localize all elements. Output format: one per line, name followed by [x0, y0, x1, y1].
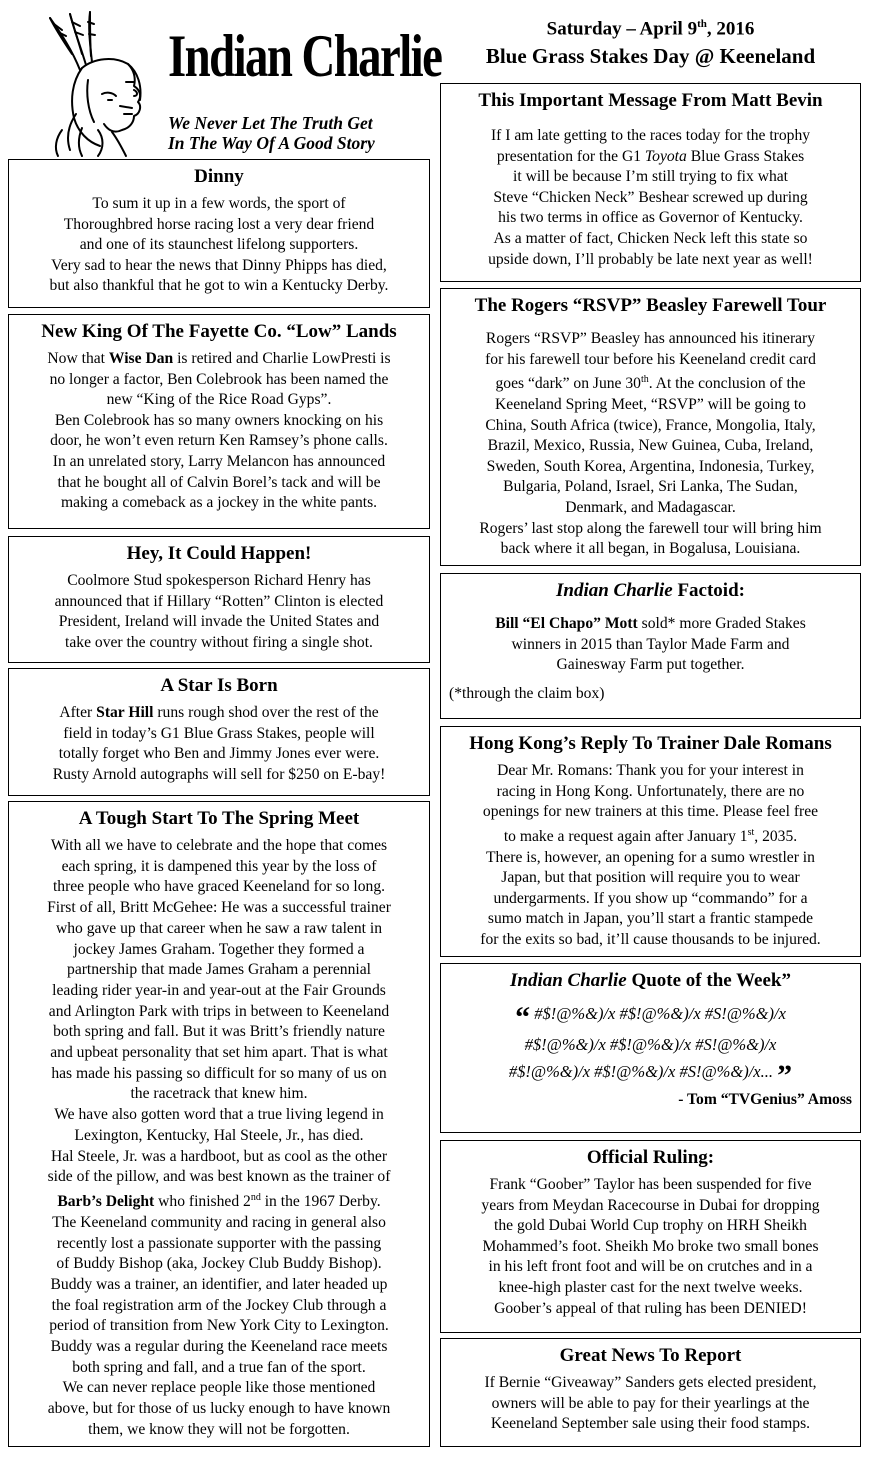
- quote-attribution: - Tom “TVGenius” Amoss: [678, 1091, 852, 1108]
- quote-text: “ #$!@%&)/x #$!@%&)/x #S!@%&)/x #$!@%&)/x #$!@%&)/x #S!@%&)/x #$!@%&)/x #$!@%&)/x #S!@%&)/x... ”: [508, 1001, 793, 1092]
- article-title: Official Ruling:: [586, 1147, 715, 1168]
- article-body: Frank “Goober” Taylor has been suspended for five years from Meydan Racecourse in Dubai for dropping the gold Dubai World Cup trophy on HRH Sheikh Mohammed’s foot. Sheikh Mo broke two small bones in his left front foot and will be on crutches and in a knee-high plaster cast for the next twelve weeks. Goober’s appeal of that ruling has been DENIED!: [481, 1176, 820, 1317]
- article-ruling: [440, 1140, 861, 1333]
- article-body: Bill “El Chapo” Mott sold* more Graded Stakes winners in 2015 than Taylor Made Farm and Gainesway Farm put together.: [495, 615, 806, 674]
- article-rsvp: [440, 288, 861, 566]
- article-title: Great News To Report: [559, 1345, 742, 1366]
- article-quote: [440, 963, 861, 1133]
- article-body: If I am late getting to the races today for the trophy presentation for the G1 Toyota Blue Grass Stakes it will be because I’m still trying to fix what Steve “Chicken Neck” Beshear screwed up during his two terms in office as Governor of Kentucky. As a matter of fact, Chicken Neck left this state so upside down, I’ll probably be late next year as well!: [488, 127, 813, 268]
- article-title: The Rogers “RSVP” Beasley Farewell Tour: [474, 295, 827, 316]
- article-title: Hong Kong’s Reply To Trainer Dale Romans: [469, 733, 832, 754]
- article-title: A Star Is Born: [160, 675, 278, 696]
- masthead: [8, 6, 442, 158]
- article-title: A Tough Start To The Spring Meet: [78, 808, 360, 829]
- chief-portrait-icon: [42, 10, 160, 158]
- article-title: Dinny: [194, 166, 244, 187]
- article-title: This Important Message From Matt Bevin: [478, 90, 823, 111]
- article-body: Dear Mr. Romans: Thank you for your interest in racing in Hong Kong. Unfortunately, there are no openings for new trainers at this time. Please feel free to make a request again after January 1st, 2035. There is, however, an opening for a sumo wrestler in Japan, but that position will require you to wear undergarments. If you show up “commando” for a sumo match in Japan, you’ll start a frantic stampede for the exits so bad, it’ll cause thousands to be injured.: [480, 762, 821, 948]
- event-line: Blue Grass Stakes Day @ Keeneland: [485, 44, 816, 69]
- article-body: After Star Hill runs rough shod over the rest of the field in today’s G1 Blue Grass Stakes, people will totally forget who Ben and Jimmy Jones ever were. Rusty Arnold autographs will sell for $250 on E-bay!: [52, 704, 386, 783]
- article-dinny: [8, 159, 430, 308]
- article-factoid: [440, 573, 861, 719]
- open-quote-mark: “: [515, 1001, 531, 1034]
- tagline-line-1: We Never Let The Truth Get: [168, 113, 373, 133]
- issue-header: [440, 12, 861, 71]
- article-title: Indian Charlie Factoid:: [556, 580, 745, 601]
- article-tough-start: [8, 801, 430, 1447]
- article-great-news: [440, 1338, 861, 1447]
- factoid-footnote: (*through the claim box): [449, 684, 605, 702]
- article-title: Hey, It Could Happen!: [126, 543, 312, 564]
- article-star-born: [8, 668, 430, 796]
- close-quote-mark: ”: [777, 1059, 793, 1092]
- article-body: Now that Wise Dan is retired and Charlie LowPresti is no longer a factor, Ben Colebrook has been named the new “King of the Rice Road Gyps”. Ben Colebrook has so many owners knocking on his door, he won’t even return Ken Ramsey’s phone calls. In an unrelated story, Larry Melancon has announced that he bought all of Calvin Borel’s tack and will be making a comeback as a jockey in the white pants.: [47, 350, 391, 512]
- article-body: If Bernie “Giveaway” Sanders gets elected president, owners will be able to pay for their yearlings at the Keeneland September sale using their food stamps.: [484, 1374, 817, 1433]
- tagline-line-2: In The Way Of A Good Story: [168, 133, 375, 153]
- article-body: Rogers “RSVP” Beasley has announced his itinerary for his farewell tour before his Keeneland credit card goes “dark” on June 30th. At the conclusion of the Keeneland Spring Meet, “RSVP” will be going to China, South Africa (twice), France, Mongolia, Italy, Brazil, Mexico, Russia, New Guinea, Cuba, Ireland, Sweden, South Korea, Argentina, Indonesia, Turkey, Bulgaria, Poland, Israel, Sri Lanka, The Sudan, Denmark, and Madagascar. Rogers’ last stop along the farewell tour will bring him back where it all began, in Bogalusa, Louisiana.: [479, 330, 822, 558]
- article-title: New King Of The Fayette Co. “Low” Lands: [41, 321, 397, 342]
- article-hong-kong: [440, 726, 861, 957]
- paper-name: Indian Charlie: [168, 23, 442, 89]
- article-new-king: [8, 314, 430, 529]
- article-body: Coolmore Stud spokesperson Richard Henry has announced that if Hillary “Rotten” Clinton is elected President, Ireland will invade the United States and take over the country without firing a single shot.: [54, 572, 384, 651]
- article-body: With all we have to celebrate and the hope that comes each spring, it is dampened this year by the loss of three people who have graced Keeneland for so long. First of all, Britt McGehee: He was a successful trainer who gave up that career when he saw a raw talent in jockey James Graham. Together they formed a partnership that made James Graham a perennial leading rider year-in and year-out at the Fair Grounds and Arlington Park with trips in between to Keeneland both spring and fall. But it was Britt’s friendly nature and upbeat personality that set him apart. That is what has made his passing so difficult for so many of us on the racetrack that knew him. We have also gotten word that a true living legend in Lexington, Kentucky, Hal Steele, Jr., has died. Hal Steele, Jr. was a hardboot, but as cool as the other side of the pillow, and was best known as the trainer of Barb’s Delight who finished 2nd in the 1967 Derby. The Keeneland community and racing in general also recently lost a passionate supporter with the passing of Buddy Bishop (aka, Jockey Club Buddy Bishop). Buddy was a trainer, an identifier, and later headed up the foal registration arm of the Jockey Club through a period of transition from New York City to Lexington. Buddy was a regular during the Keeneland race meets both spring and fall, and a true fan of the sport. We can never replace people like those mentioned above, but for those of us lucky enough to have known them, we know they will not be forgotten.: [47, 837, 391, 1438]
- article-body: To sum it up in a few words, the sport of Thoroughbred horse racing lost a very dear friend and one of its staunchest lifelong supporters. Very sad to hear the news that Dinny Phipps has died, but also thankful that he got to win a Kentucky Derby.: [49, 195, 389, 295]
- article-could-happen: [8, 536, 430, 663]
- article-bevin: [440, 83, 861, 282]
- issue-date: Saturday – April 9th, 2016: [546, 18, 755, 40]
- article-title: Indian Charlie Quote of the Week”: [510, 970, 791, 991]
